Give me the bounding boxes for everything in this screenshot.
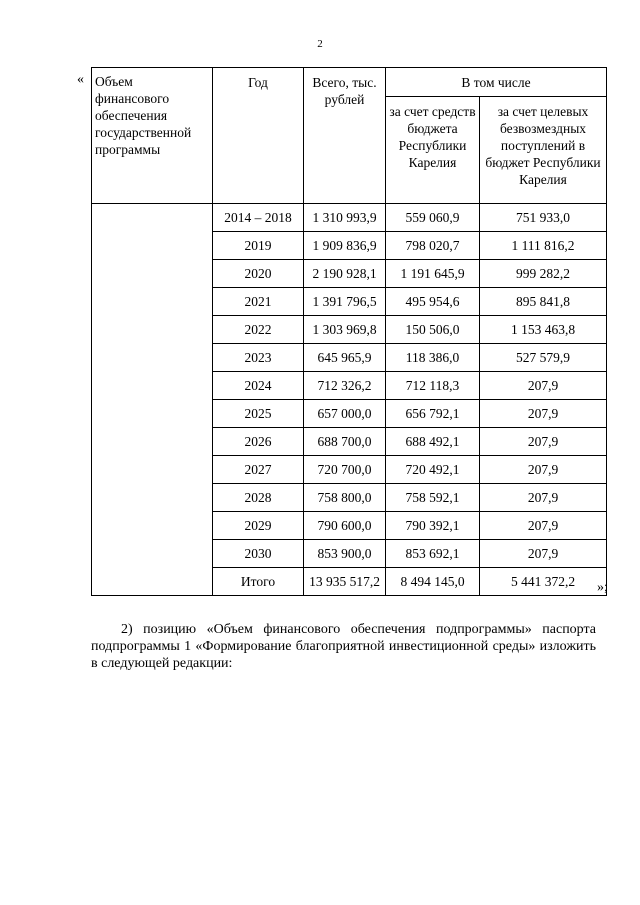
gratuitous-cell: 207,9 xyxy=(480,540,607,568)
budget-cell: 688 492,1 xyxy=(386,428,480,456)
budget-cell: 853 692,1 xyxy=(386,540,480,568)
table-row xyxy=(92,204,607,232)
gratuitous-cell: 999 282,2 xyxy=(480,260,607,288)
total-header: Всего, тыс. рублей xyxy=(304,68,386,204)
gratuitous-cell: 1 111 816,2 xyxy=(480,232,607,260)
budget-cell: 790 392,1 xyxy=(386,512,480,540)
total-cell: 1 391 796,5 xyxy=(304,288,386,316)
gratuitous-cell: 207,9 xyxy=(480,456,607,484)
gratuitous-cell: 207,9 xyxy=(480,512,607,540)
financing-table xyxy=(91,67,607,596)
year-cell: 2021 xyxy=(213,288,304,316)
budget-cell: 150 506,0 xyxy=(386,316,480,344)
budget-cell: 8 494 145,0 xyxy=(386,568,480,596)
total-cell: 1 310 993,9 xyxy=(304,204,386,232)
total-cell: 853 900,0 xyxy=(304,540,386,568)
budget-cell: 495 954,6 xyxy=(386,288,480,316)
total-cell: 1 303 969,8 xyxy=(304,316,386,344)
year-cell: 2022 xyxy=(213,316,304,344)
total-cell: 790 600,0 xyxy=(304,512,386,540)
gratuitous-cell: 1 153 463,8 xyxy=(480,316,607,344)
budget-cell: 712 118,3 xyxy=(386,372,480,400)
gratuitous-cell: 895 841,8 xyxy=(480,288,607,316)
total-cell: 758 800,0 xyxy=(304,484,386,512)
budget-cell: 1 191 645,9 xyxy=(386,260,480,288)
label-column-spacer xyxy=(92,204,213,596)
including-header: В том числе xyxy=(386,68,607,97)
gratuitous-cell: 207,9 xyxy=(480,400,607,428)
year-cell: 2026 xyxy=(213,428,304,456)
year-cell: 2024 xyxy=(213,372,304,400)
budget-cell: 559 060,9 xyxy=(386,204,480,232)
year-cell: Итого xyxy=(213,568,304,596)
total-cell: 2 190 928,1 xyxy=(304,260,386,288)
opening-quote: « xyxy=(77,72,84,87)
budget-cell: 118 386,0 xyxy=(386,344,480,372)
total-cell: 712 326,2 xyxy=(304,372,386,400)
gratuitous-cell: 751 933,0 xyxy=(480,204,607,232)
year-cell: 2027 xyxy=(213,456,304,484)
year-cell: 2019 xyxy=(213,232,304,260)
year-header: Год xyxy=(213,68,304,204)
gratuitous-cell: 207,9 xyxy=(480,372,607,400)
year-cell: 2029 xyxy=(213,512,304,540)
total-cell: 1 909 836,9 xyxy=(304,232,386,260)
budget-cell: 720 492,1 xyxy=(386,456,480,484)
gratuitous-cell: 5 441 372,2 xyxy=(480,568,607,596)
gratuitous-cell: 527 579,9 xyxy=(480,344,607,372)
closing-quote: »; xyxy=(597,580,608,595)
year-cell: 2023 xyxy=(213,344,304,372)
total-cell: 13 935 517,2 xyxy=(304,568,386,596)
program-label-cell: Объем финансового обеспечения государственной программы xyxy=(92,68,213,204)
page-number: 2 xyxy=(317,38,323,50)
budget-cell: 656 792,1 xyxy=(386,400,480,428)
year-cell: 2028 xyxy=(213,484,304,512)
budget-header: за счет средств бюджета Республики Карелия xyxy=(386,97,480,204)
year-cell: 2020 xyxy=(213,260,304,288)
year-cell: 2014 – 2018 xyxy=(213,204,304,232)
gratuitous-cell: 207,9 xyxy=(480,484,607,512)
gratuitous-cell: 207,9 xyxy=(480,428,607,456)
body-paragraph: 2) позицию «Объем финансового обеспечения подпрограммы» паспорта подпрограммы 1 «Формирование благоприятной инвестиционной среды» изложить в следующей редакции: xyxy=(91,622,596,671)
total-cell: 688 700,0 xyxy=(304,428,386,456)
budget-cell: 798 020,7 xyxy=(386,232,480,260)
year-cell: 2025 xyxy=(213,400,304,428)
total-cell: 645 965,9 xyxy=(304,344,386,372)
gratuitous-header: за счет целевых безвозмездных поступлений в бюджет Республики Карелия xyxy=(480,97,607,204)
year-cell: 2030 xyxy=(213,540,304,568)
total-cell: 720 700,0 xyxy=(304,456,386,484)
total-cell: 657 000,0 xyxy=(304,400,386,428)
table-header-row xyxy=(92,68,607,97)
budget-cell: 758 592,1 xyxy=(386,484,480,512)
